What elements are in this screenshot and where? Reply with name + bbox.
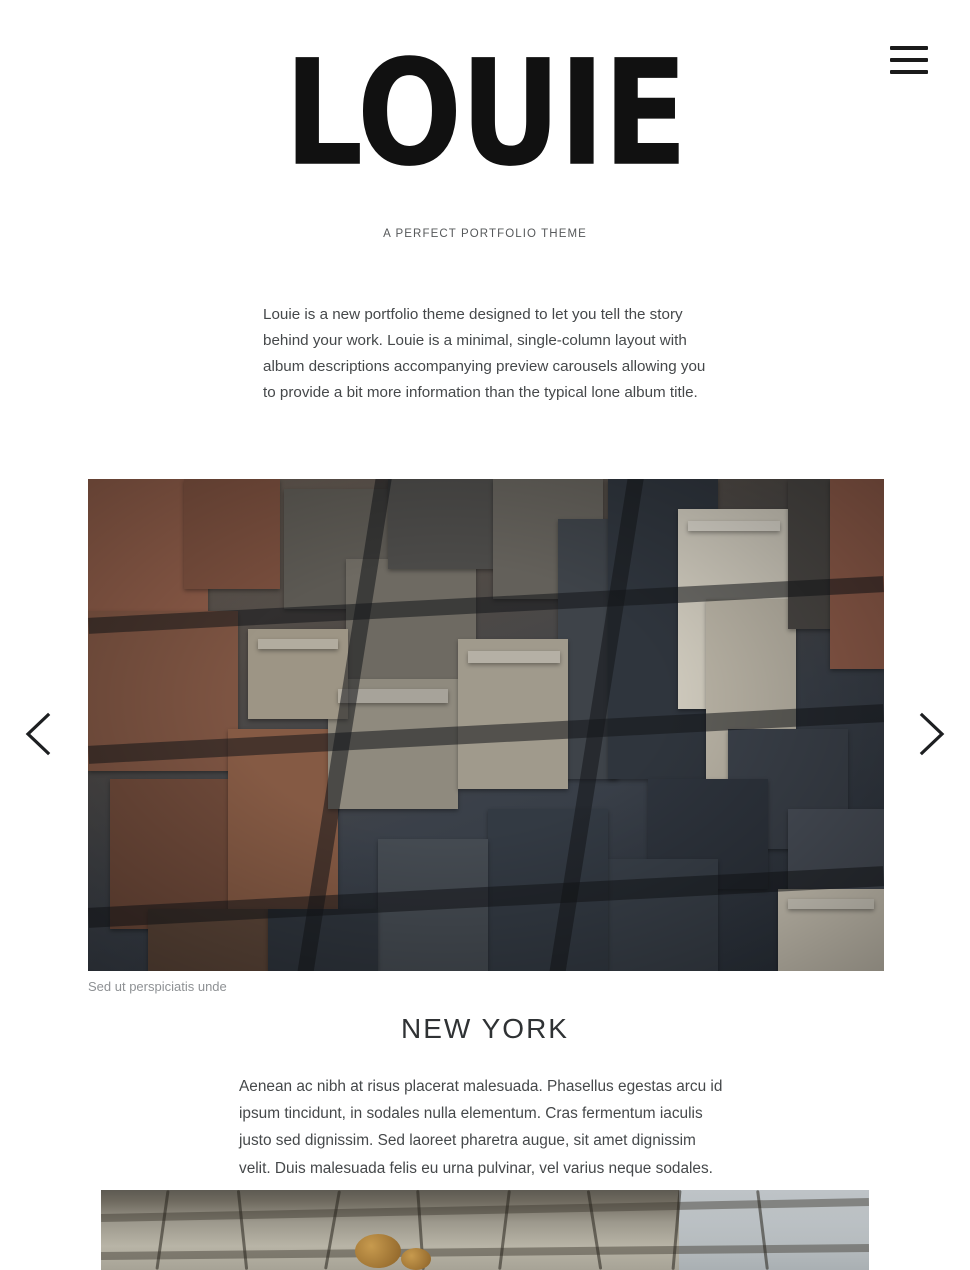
next-album-image[interactable] xyxy=(101,1190,869,1270)
album-title: NEW YORK xyxy=(401,1012,569,1044)
site-tagline: A PERFECT PORTFOLIO THEME xyxy=(383,228,587,240)
carousel-prev-arrow-icon[interactable] xyxy=(22,711,56,757)
fence-photo xyxy=(101,1190,869,1270)
site-header xyxy=(0,0,970,240)
slide-image-new-york xyxy=(88,479,884,971)
site-logo[interactable]: LOUIE xyxy=(284,29,686,200)
album-carousel xyxy=(0,479,970,994)
carousel-slide[interactable] xyxy=(88,479,884,971)
album-description: Aenean ac nibh at risus placerat malesuada. Phasellus egestas arcu id ipsum tincidunt, in sodales nulla elementum. Cras fermentum iaculis justo sed dignissim. Sed laoreet pharetra augue, sit amet dignissim velit. Duis malesuada felis eu urna pulvinar, vel varius neque sodales. xyxy=(239,1077,723,1177)
slide-caption: Sed ut perspiciatis unde xyxy=(88,978,227,994)
intro-paragraph: Louie is a new portfolio theme designed to let you tell the story behind your work. Louie is a minimal, single-column layout with album descriptions accompanying preview carousels allowing you to provide a bit more information than the typical lone album title. xyxy=(263,306,706,402)
carousel-next-arrow-icon[interactable] xyxy=(914,711,948,757)
